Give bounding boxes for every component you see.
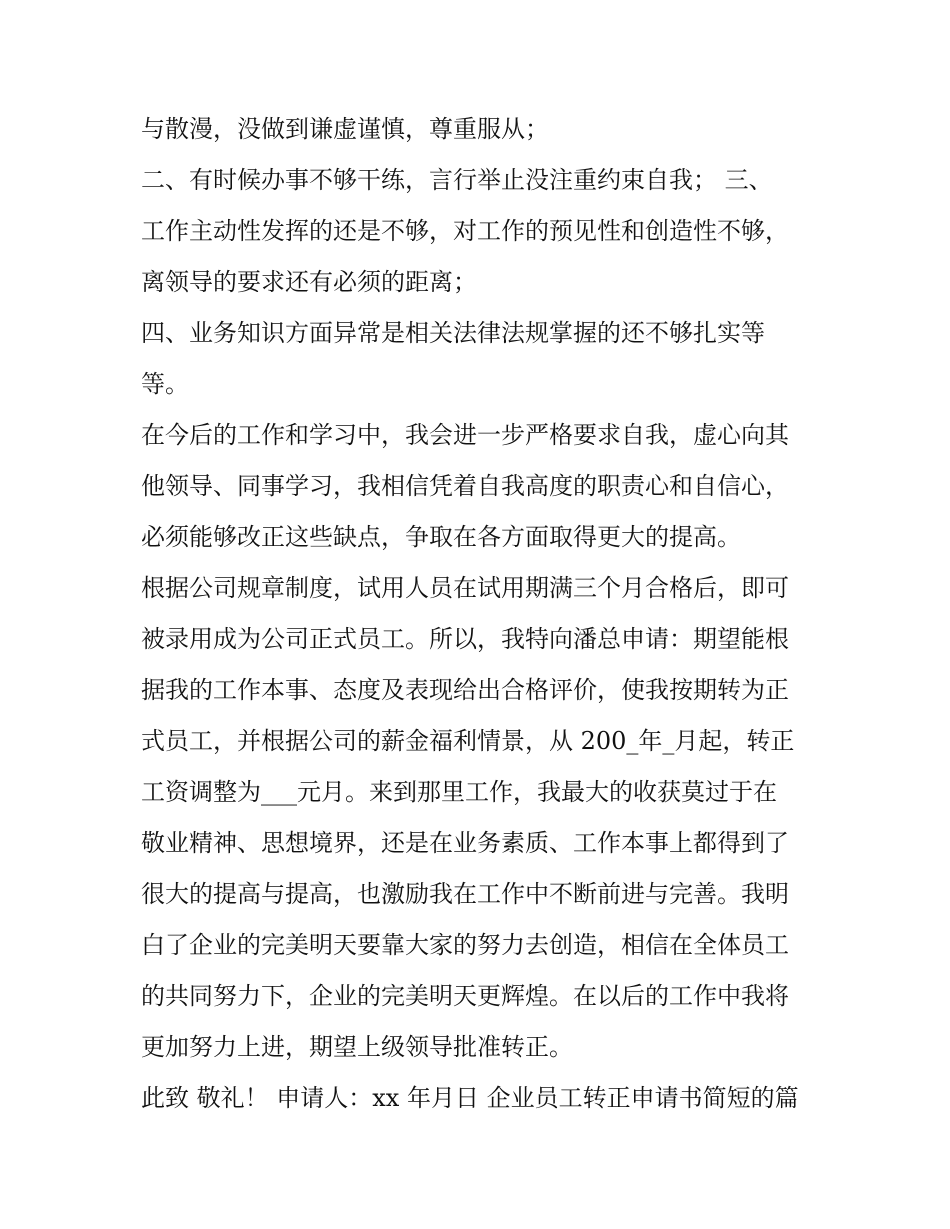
text-line: 二、有时候办事不够干练，言行举止没注重约束自我； 三、 — [141, 166, 773, 194]
text-line: 敬业精神、思想境界，还是在业务素质、工作本事上都得到了 — [141, 829, 789, 857]
text-line: 与散漫，没做到谦虚谨慎，尊重服从； — [141, 115, 549, 143]
text-line: 在今后的工作和学习中，我会进一步严格要求自我，虚心向其 — [141, 421, 789, 449]
text-line: 的共同努力下，企业的完美明天更辉煌。在以后的工作中我将 — [141, 982, 789, 1010]
text-line: 他领导、同事学习，我相信凭着自我高度的职责心和自信心， — [141, 472, 789, 500]
text-line: 工资调整为___元月。来到那里工作，我最大的收获莫过于在 — [141, 778, 777, 806]
text-line: 根据公司规章制度，试用人员在试用期满三个月合格后，即可 — [141, 574, 789, 602]
text-line: 离领导的要求还有必须的距离； — [141, 268, 477, 296]
text-line: 式员工，并根据公司的薪金福利情景，从 200_年_月起，转正 — [141, 727, 795, 755]
text-line: 工作主动性发挥的还是不够，对工作的预见性和创造性不够， — [141, 217, 789, 245]
text-line: 被录用成为公司正式员工。所以，我特向潘总申请：期望能根 — [141, 625, 789, 653]
text-line: 四、业务知识方面异常是相关法律法规掌握的还不够扎实等 — [141, 319, 765, 347]
text-line: 很大的提高与提高，也激励我在工作中不断前进与完善。我明 — [141, 880, 789, 908]
text-line: 白了企业的完美明天要靠大家的努力去创造，相信在全体员工 — [141, 931, 789, 959]
text-line: 据我的工作本事、态度及表现给出合格评价，使我按期转为正 — [141, 676, 789, 704]
document-body — [141, 104, 821, 1124]
text-line: 必须能够改正这些缺点，争取在各方面取得更大的提高。 — [141, 523, 741, 551]
text-line: 等。 — [141, 370, 189, 398]
text-line: 此致 敬礼！ 申请人：xx 年月日 企业员工转正申请书简短的篇 — [141, 1084, 799, 1112]
text-line: 更加努力上进，期望上级领导批准转正。 — [141, 1033, 573, 1061]
